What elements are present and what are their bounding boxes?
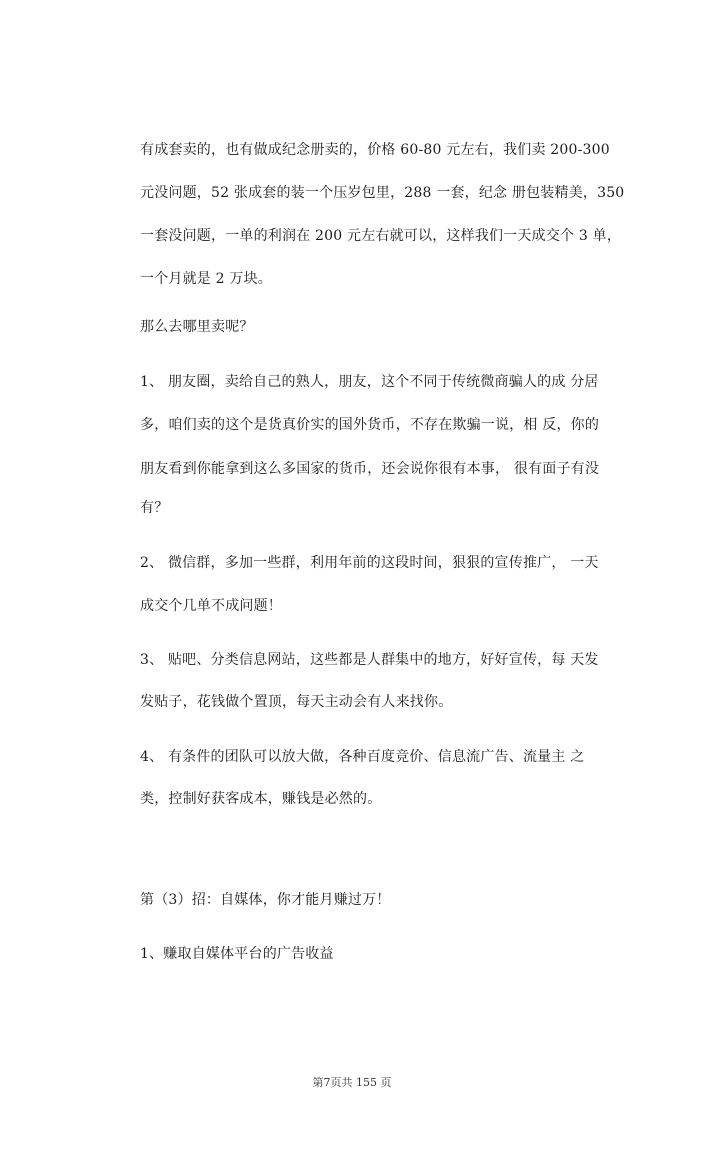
list-item-1-line: 有？ [140,500,169,516]
subsection-heading: 1、赚取自媒体平台的广告收益 [140,946,334,962]
list-item-3-line: 3、 贴吧、分类信息网站，这些都是人群集中的地方，好好宣传，每 天发 [140,652,599,668]
text-line: 一个月就是 2 万块。 [140,271,273,287]
list-item-2-line: 成交个几单不成问题！ [140,598,282,614]
section-heading: 第（3）招：自媒体，你才能月赚过万！ [140,892,391,908]
page-number-footer: 第7页共 155 页 [312,1076,392,1089]
list-item-1-line: 1、 朋友圈，卖给自己的熟人，朋友，这个不同于传统微商骗人的成 分居 [140,374,599,390]
section-question: 那么去哪里卖呢？ [140,319,254,335]
text-line: 有成套卖的，也有做成纪念册卖的，价格 60-80 元左右，我们卖 200-300 [140,142,610,158]
list-item-4-line: 类，控制好获客成本，赚钱是必然的。 [140,791,382,807]
list-item-4-line: 4、 有条件的团队可以放大做，各种百度竞价、信息流广告、流量主 之 [140,749,585,765]
list-item-3-line: 发贴子，花钱做个置顶，每天主动会有人来找你。 [140,694,453,710]
text-line: 元没问题，52 张成套的装一个压岁包里，288 一套，纪念 册包装精美，350 [140,185,625,201]
text-line: 一套没问题，一单的利润在 200 元左右就可以，这样我们一天成交个 3 单， [140,228,622,244]
list-item-2-line: 2、 微信群，多加一些群，利用年前的这段时间，狠狠的宣传推广， 一天 [140,555,599,571]
list-item-1-line: 多，咱们卖的这个是货真价实的国外货币，不存在欺骗一说，相 反，你的 [140,417,600,433]
list-item-1-line: 朋友看到你能拿到这么多国家的货币，还会说你很有本事， 很有面子有没 [140,461,600,477]
